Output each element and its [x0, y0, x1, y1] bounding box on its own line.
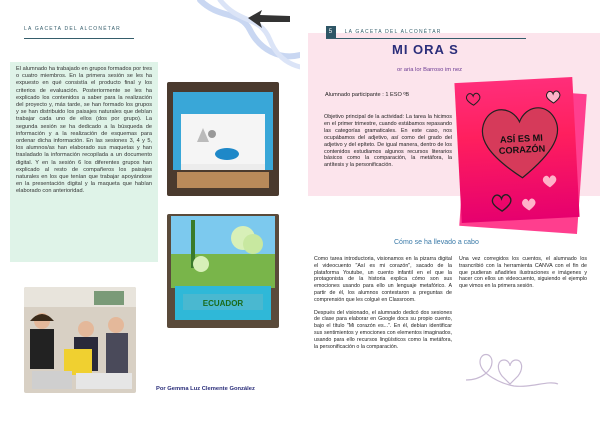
diorama-photo-1 — [167, 82, 279, 196]
left-header-text: LA GACETA DEL ALCONÉTAR — [24, 26, 121, 32]
heart-icon — [521, 197, 538, 212]
ecuador-sign-label: ECUADOR — [202, 299, 244, 308]
objective-text: Objetivo principal de la actividad: La tarea la hicimos en el primer trimestre, cuando estábamos repasando las categorías gramaticales. En este caso, nos ocupábamos del adjetivo, así como del grado del adjetivo y del epíteto. De igual manera, dentro de los contenidos estudiamos algunos recursos literarios básicos como la comparación, la metáfora, la antítesis y la personificación. — [324, 114, 452, 169]
author-byline: Por Gemma Luz Clemente González — [156, 386, 255, 392]
heart-icon — [490, 192, 513, 213]
right-header-rule — [326, 38, 526, 39]
heart-icon — [545, 90, 562, 105]
article-authors: or aria lor Barroso im nez — [397, 67, 463, 73]
left-header-rule — [24, 38, 134, 39]
column-1 — [314, 256, 452, 350]
participants-line: Alumnado participante : 1 ESO ºB — [325, 92, 410, 98]
column-1-paragraph-2: Después del visionado, el alumnado dedicó dos sesiones de clase para elaborar en Google docs su propio cuento, bajo el título "Mi corazón es...". En él, debían identificar sus sentimientos y emociones con elementos imaginados, usando para ello recursos lingüísticos como la metáfora, la personificación o la comparación. — [314, 309, 452, 350]
students-photo — [24, 287, 136, 393]
left-header — [24, 26, 121, 38]
right-header-text: LA GACETA DEL ALCONÉTAR — [344, 29, 442, 35]
left-text-panel — [10, 62, 158, 262]
diorama-photo-2 — [167, 214, 279, 328]
section-heading: Cómo se ha llevado a cabo — [394, 239, 479, 246]
heart-icon — [541, 174, 558, 189]
column-2-paragraph: Una vez corregidos los cuentos, el alumnado los trasncribió con la herramienta CANVA con el fin de que pudieran añadirles ilustraciones e imágenes y hacer con ellos un videocuento, siguiendo el ejemplo que vimos en la primera sesión. — [459, 256, 587, 290]
heart-icon — [465, 92, 482, 107]
book-cover — [458, 80, 576, 230]
page-number: 5 — [326, 26, 336, 38]
article-title: MI ORA S — [392, 42, 459, 57]
left-body-text: El alumnado ha trabajado en grupos formados por tres o cuatro miembros. En la primera sesión se les ha expuesto en qué consistía el producto final y los criterios de evaluación. Posteriormente se les ha explicado los contenidos a saber para la realización del proyecto y, más tarde, se han formado los grupos y se han distribuido los paisajes naturales que debían trabajar cada uno de ellos (dos por grupo). La segunda sesión se ha dedicado a la búsqueda de información y a la realización de esquemas para ordenar dicha información. En las sesiones 3, 4 y 5, los alumnos/as han elaborado sus maquetas y han trasladado la información recopilada a un documento digital. Y en la sesión 6 los diferentes grupos han explicado al resto de compañeros los paisajes naturales en los que tenían que trabajar apoyándose en la presentación digital y la maqueta que habían elaborado con anterioridad. — [16, 66, 152, 195]
column-2 — [459, 256, 587, 290]
cover-title: ASÍ ES MI CORAZÓN — [498, 132, 546, 156]
right-header — [326, 26, 442, 38]
column-1-paragraph-1: Como tarea introductoria, visionamos en la pizarra digital el videocuento "Así es mi corazón", sacado de la plataforma Youtube, un cuento infantil en el que la protagonista de la historia explica cómo son sus emociones usando para ello un lenguaje metafórico. A partir de él, los alumnos contestaron a preguntas de comprensión que les colgué en Classroom. — [314, 256, 452, 303]
cover-front-sheet — [454, 77, 579, 223]
doodle-heart-icon — [462, 340, 562, 400]
